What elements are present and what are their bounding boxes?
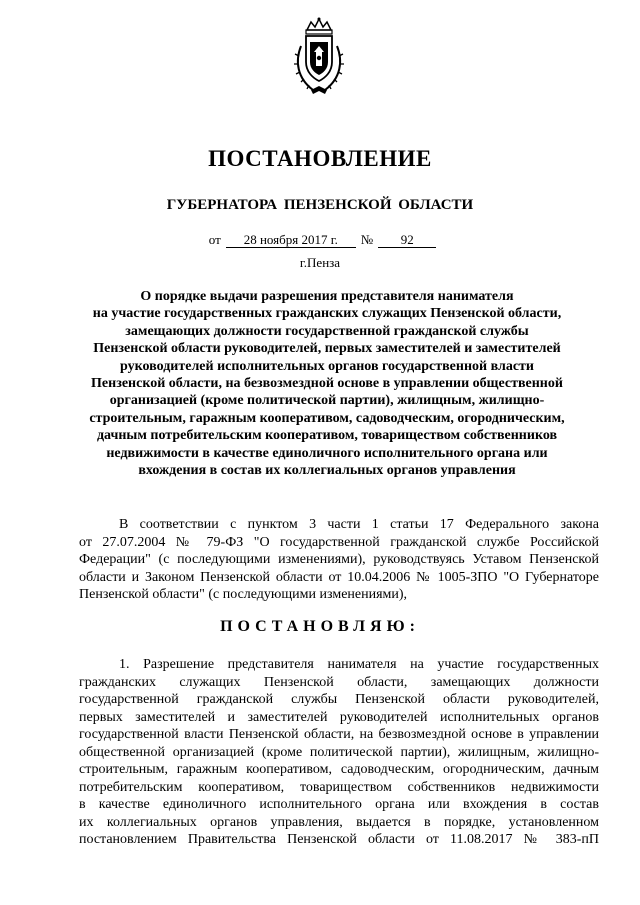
preamble-line: Пензенской области" (с последующими изменениями), bbox=[79, 587, 408, 602]
heading-line: строительным, гаражным кооперативом, садоводческим, огородническим, bbox=[89, 410, 565, 426]
coat-of-arms-icon bbox=[289, 16, 349, 96]
heading-line: недвижимости в качестве единоличного исполнительного органа или bbox=[106, 445, 548, 461]
document-city: г.Пенза bbox=[299, 255, 341, 270]
document-date: 28 ноября 2017 г. bbox=[226, 232, 356, 248]
heading-line: вхождения в состав их коллегиальных органов управления bbox=[138, 463, 516, 479]
preamble-paragraph bbox=[79, 516, 599, 604]
item-1-line: первых заместителей и заместителей руководителей исполнительных органов bbox=[79, 709, 599, 725]
document-heading bbox=[72, 288, 582, 479]
decree-word: ПОСТАНОВЛЯЮ: bbox=[220, 618, 420, 635]
heading-line: на участие государственных гражданских служащих Пензенской области, bbox=[92, 306, 562, 322]
heading-line: О порядке выдачи разрешения представителя нанимателя bbox=[140, 289, 514, 304]
heading-line: замещающих должности государственной гражданской службы bbox=[125, 323, 529, 339]
item-1-line: 1. Разрешение представителя нанимателя на участие государственных bbox=[119, 657, 599, 672]
heading-line: дачным потребительским кооперативом, товариществом собственников bbox=[96, 428, 558, 444]
preamble-line: В соответствии с пунктом 3 части 1 статьи 17 Федерального закона bbox=[119, 517, 599, 532]
document-number: 92 bbox=[378, 232, 436, 248]
document-title: ПОСТАНОВЛЕНИЕ bbox=[208, 146, 432, 171]
item-1-line: постановлением Правительства Пензенской области от 11.08.2017 № 383-пП bbox=[79, 832, 599, 847]
heading-line: организацией (кроме политической партии), жилищным, жилищно- bbox=[109, 393, 545, 409]
date-prefix: от bbox=[208, 232, 221, 247]
document-issuer: ГУБЕРНАТОРА ПЕНЗЕНСКОЙ ОБЛАСТИ bbox=[166, 197, 474, 213]
heading-line: руководителей исполнительных органов государственной власти bbox=[120, 358, 534, 374]
heading-line: Пензенской области руководителей, первых заместителей и заместителей bbox=[93, 341, 561, 357]
heading-line: Пензенской области, на безвозмездной основе в управлении общественной bbox=[91, 376, 563, 392]
item-1-paragraph bbox=[79, 656, 599, 849]
item-1-line: в качестве единоличного исполнительного органа или вхождения в состав bbox=[79, 797, 599, 812]
preamble-line: Федерации" (с последующими изменениями), руководствуясь Уставом Пензенской bbox=[79, 552, 599, 567]
date-number-line bbox=[0, 232, 640, 248]
preamble-line: от 27.07.2004 № 79-ФЗ "О государственной гражданской службе Российской bbox=[79, 534, 599, 550]
number-prefix: № bbox=[360, 232, 374, 247]
item-1-line: их коллегиальных органов управления, выдается в порядке, установленном bbox=[79, 814, 599, 830]
item-1-line: потребительским кооперативом, товариществом собственников недвижимости bbox=[79, 779, 599, 795]
preamble-line: области и Законом Пензенской области от 10.04.2006 № 1005-ЗПО "О Губернаторе bbox=[79, 569, 599, 585]
item-1-line: общественной организацией (кроме политической партии), жилищным, жилищно- bbox=[79, 744, 599, 760]
item-1-line: государственной власти Пензенской области, на безвозмездной основе в управлении bbox=[79, 727, 599, 742]
item-1-line: государственной гражданской службы Пензенской области руководителей, bbox=[79, 692, 599, 707]
item-1-line: гражданских служащих Пензенской области, замещающих должности bbox=[79, 674, 599, 690]
item-1-line: строительным, гаражным кооперативом, садоводческим, огородническим, дачным bbox=[79, 762, 599, 777]
